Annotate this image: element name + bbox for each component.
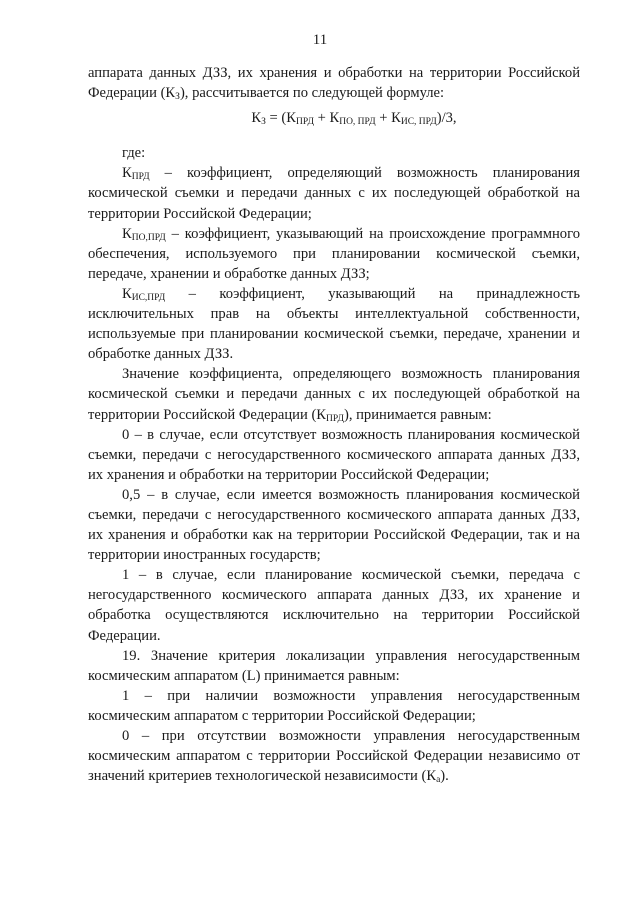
def3-k: К (122, 285, 132, 302)
value-intro-end: ), принимается равным: (343, 406, 492, 423)
formula-sub-1: ПРД (296, 117, 314, 128)
def2-sub: ПО,ПРД (131, 232, 166, 243)
intro-text: аппарата данных ДЗЗ, их хранения и обработки на территории Российской Федерации (К (88, 65, 580, 102)
l-one-paragraph: 1 – при наличии возможности управления негосударственным космическим аппаратом с территории Российской Федерации; (88, 687, 580, 724)
def2-text: – коэффициент, указывающий на происхождение программного обеспечения, используемого при планировании космической съемки, передаче, хранении и обработке данных ДЗЗ; (88, 225, 580, 282)
l0-text: 0 – при отсутствии возможности управления негосударственным космическим аппаратом с территории Российской Федерации независимо от значений критериев технологической независимости (К (88, 728, 580, 785)
value-one-paragraph: 1 – в случае, если планирование космической съемки, передача с негосударственного космического аппарата данных ДЗЗ, их хранение и обработка осуществляются исключительно на территории Российской Федерации. (88, 567, 580, 644)
formula-tail: )/3, (436, 110, 457, 127)
formula-plus-2: + К (375, 110, 401, 127)
intro-subscript: З (175, 92, 180, 103)
page-number: 11 (312, 32, 328, 48)
value-zero-paragraph: 0 – в случае, если отсутствует возможность планирования космической съемки, передачи с негосударственного космического аппарата данных ДЗЗ, их хранения и обработки на территории Российской Федерации; (88, 426, 580, 483)
where-label: где: (122, 145, 146, 162)
def2-k: К (122, 225, 132, 242)
formula-eq: = (К (265, 110, 297, 127)
l0-sub: а (436, 775, 441, 786)
value-half-paragraph: 0,5 – в случае, если имеется возможность планирования космической съемки, передачи с негосударственного космического аппарата данных ДЗЗ, их хранения и обработки как на территории Российской Федерации, так и на территории иностранных государств; (88, 486, 580, 564)
formula-plus-1: + К (313, 110, 340, 127)
section-19-paragraph: 19. Значение критерия локализации управления негосударственным космическим аппаратом (L) принимается равным: (88, 647, 580, 684)
def3-text: – коэффициент, указывающий на принадлежность исключительных прав на объекты интеллектуальной собственности, используемые при планировании космической съемки, передаче, хранении и обработке данных ДЗЗ. (88, 285, 580, 363)
definition-k-is-prd (88, 284, 580, 364)
l-zero-paragraph (88, 726, 580, 786)
intro-text-end: ), рассчитывается по следующей формуле: (179, 85, 445, 102)
definition-k-po-prd (88, 224, 580, 284)
formula-sub-3: ИС, ПРД (400, 117, 437, 128)
intro-paragraph (88, 63, 580, 103)
document-body (88, 63, 580, 786)
def1-text: – коэффициент, определяющий возможность планирования космической съемки и передачи данных с их последующей обработкой на территории Российской Федерации; (88, 165, 580, 222)
l0-end: ). (440, 768, 449, 785)
value-intro-text: Значение коэффициента, определяющего возможность планирования космической съемки и передачи данных с их последующей обработкой на территории Российской Федерации (К (88, 366, 580, 423)
value-intro-paragraph (88, 364, 580, 424)
def3-sub: ИС,ПРД (131, 292, 166, 303)
formula-k-sub: З (261, 117, 266, 128)
formula-sub-2: ПО, ПРД (339, 117, 376, 128)
formula (88, 108, 580, 128)
definition-k-prd (88, 163, 580, 223)
def1-k: К (122, 165, 132, 182)
def1-sub: ПРД (131, 172, 150, 183)
value-intro-sub: ПРД (326, 413, 344, 424)
formula-k: К (251, 110, 262, 127)
